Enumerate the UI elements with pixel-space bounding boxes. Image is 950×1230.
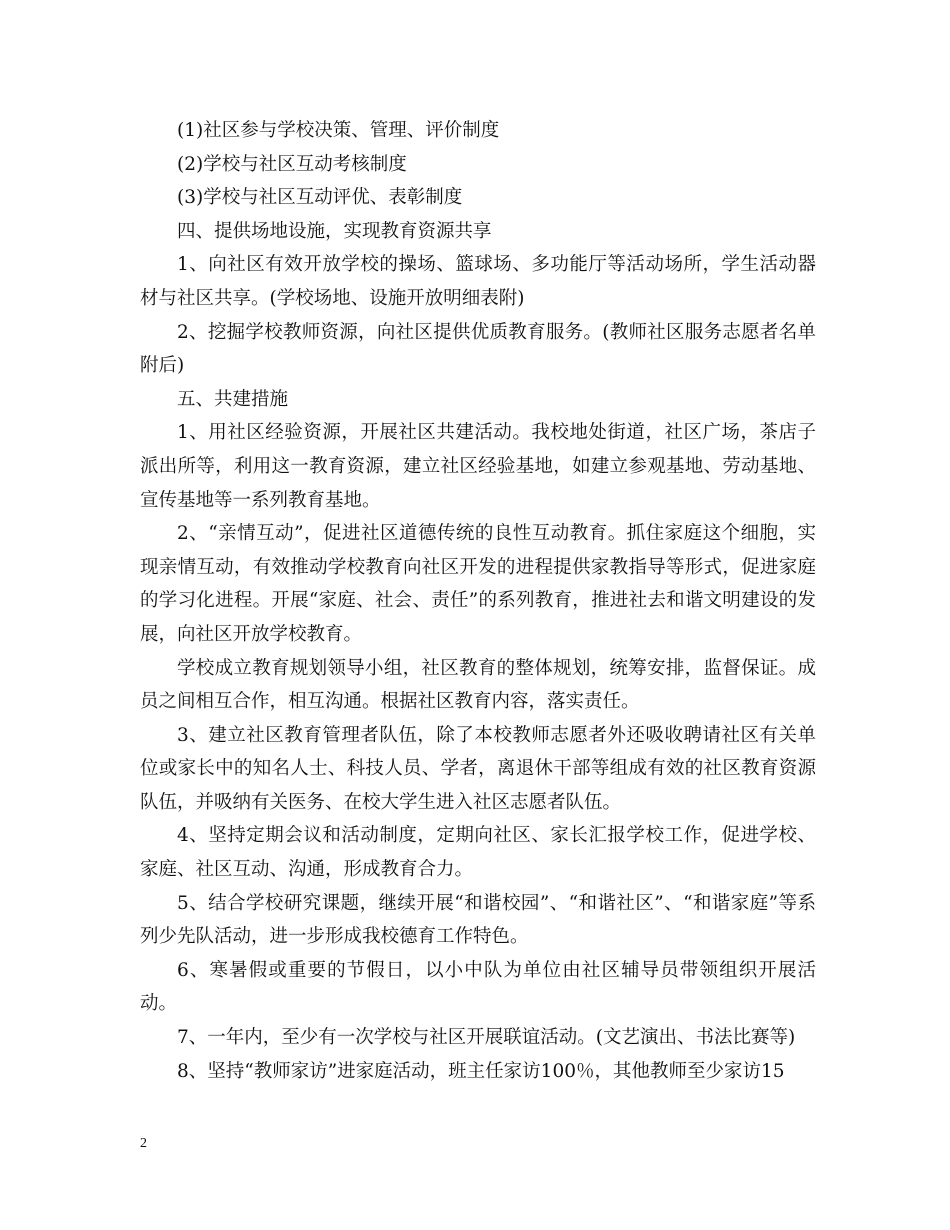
paragraph-13: 5、结合学校研究课题，继续开展“和谐校园”、“和谐社区”、“和谐家庭”等系列少先队活动，进一步形成我校德育工作特色。	[140, 892, 816, 948]
paragraph-9: 2、“亲情互动”，促进社区道德传统的良性互动教育。抓住家庭这个细胞，实现亲情互动，有效推动学校教育向社区开发的进程提供家教指导等形式，促进家庭的学习化进程。开展“家庭、社会、责任”的系列教育，推进社去和谐文明建设的发展，向社区开放学校教育。	[140, 523, 816, 645]
paragraph-3: (3)学校与社区互动评优、表彰制度	[177, 187, 463, 209]
paragraph-1: (1)社区参与学校决策、管理、评价制度	[177, 120, 500, 141]
paragraph-12: 4、坚持定期会议和活动制度，定期向社区、家长汇报学校工作，促进学校、家庭、社区互动、沟通，形成教育合力。	[140, 825, 816, 881]
paragraph-15: 7、一年内，至少有一次学校与社区开展联谊活动。(文艺演出、书法比赛等)	[177, 1027, 796, 1049]
paragraph-6: 2、挖掘学校教师资源，向社区提供优质教育服务。(教师社区服务志愿者名单附后)	[140, 321, 816, 377]
paragraph-11: 3、建立社区教育管理者队伍，除了本校教师志愿者外还吸收聘请社区有关单位或家长中的知名人士、科技人员、学者，离退休干部等组成有效的社区教育资源队伍，并吸纳有关医务、在校大学生进入社区志愿者队伍。	[140, 724, 816, 813]
paragraph-5: 1、向社区有效开放学校的操场、篮球场、多功能厅等活动场所，学生活动器材与社区共享。(学校场地、设施开放明细表附)	[140, 254, 816, 309]
paragraph-16: 8、坚持“教师家访”进家庭活动，班主任家访100％，其他教师至少家访15	[177, 1060, 785, 1082]
paragraph-10: 学校成立教育规划领导小组，社区教育的整体规划，统筹安排，监督保证。成员之间相互合作，相互沟通。根据社区教育内容，落实责任。	[140, 657, 816, 713]
page-number: 2	[140, 1136, 147, 1151]
document-body	[140, 114, 816, 1088]
paragraph-2: (2)学校与社区互动考核制度	[177, 153, 407, 175]
paragraph-8: 1、用社区经验资源，开展社区共建活动。我校地处街道，社区广场，茶店子派出所等，利用这一教育资源，建立社区经验基地，如建立参观基地、劳动基地、宣传基地等一系列教育基地。	[140, 422, 816, 511]
section-heading-4: 四、提供场地设施，实现教育资源共享	[177, 220, 492, 242]
paragraph-14: 6、寒暑假或重要的节假日，以小中队为单位由社区辅导员带领组织开展活动。	[140, 959, 816, 1015]
section-heading-5: 五、共建措施	[177, 388, 289, 410]
